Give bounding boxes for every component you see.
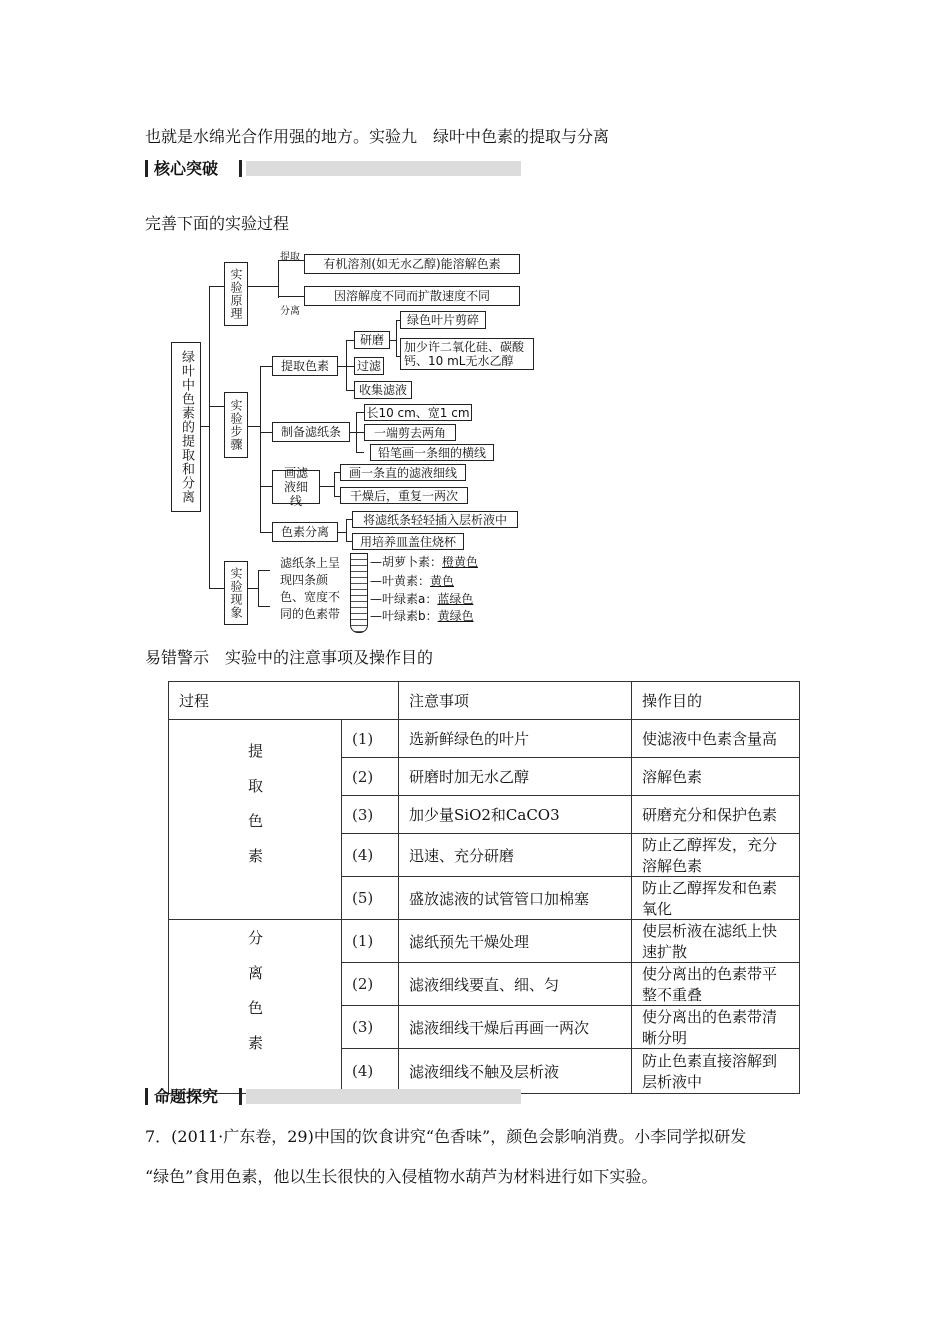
step-paper: 制备滤纸条 xyxy=(272,422,350,442)
notes-table xyxy=(168,681,800,1094)
result-description: 滤纸条上呈现四条颜色、宽度不同的色素带 xyxy=(280,556,341,621)
section-title: 命题探究 xyxy=(154,1087,219,1106)
grind-box: 研磨 xyxy=(354,331,390,349)
step-extract: 提取色素 xyxy=(272,356,338,376)
principle-1: 有机溶剂(如无水乙醇)能溶解色素 xyxy=(304,254,520,274)
paper-3: 铅笔画一条细的横线 xyxy=(370,444,494,461)
collect-box: 收集滤液 xyxy=(354,381,412,399)
paper-strip-icon xyxy=(350,553,368,633)
filter-box: 过滤 xyxy=(354,357,384,375)
question-line-1: 7．(2011·广东卷，29)中国的饮食讲究“色香味”，颜色会影响消费。小李同学拟研发 xyxy=(145,1127,747,1146)
table-row: 分离色素 (1) 滤纸预先干燥处理 使层析液在滤纸上快速扩散 xyxy=(169,920,800,963)
paper-1: 长10 cm、宽1 cm xyxy=(364,404,472,421)
table-row: (2) 研磨时加无水乙醇 溶解色素 xyxy=(169,758,800,796)
grind-1: 绿色叶片剪碎 xyxy=(400,311,486,329)
sep-1: 将滤纸条轻轻插入层析液中 xyxy=(352,511,518,528)
section-title: 核心突破 xyxy=(154,159,219,178)
section-header-question xyxy=(145,1087,521,1107)
intro-line: 也就是水绵光合作用强的地方。实验九 绿叶中色素的提取与分离 xyxy=(145,127,610,146)
grind-2: 加少许二氧化硅、碳酸钙、10 mL无水乙醇 xyxy=(400,338,534,370)
table-row: (3) 加少量SiO2和CaCO3 研磨充分和保护色素 xyxy=(169,796,800,834)
band-3: —叶绿素a：蓝绿色 xyxy=(370,592,474,606)
table-row: 提取色素 (1) 选新鲜绿色的叶片 使滤液中色素含量高 xyxy=(169,720,800,758)
table-row: (5) 盛放滤液的试管管口加棉塞 防止乙醇挥发和色素氧化 xyxy=(169,877,800,920)
principle-2: 因溶解度不同而扩散速度不同 xyxy=(304,286,520,306)
header-purpose: 操作目的 xyxy=(632,682,800,720)
header-process: 过程 xyxy=(169,682,399,720)
step-line: 画滤液细线 xyxy=(272,470,320,504)
separate-label: 分离 xyxy=(280,306,300,317)
table-row: (4) 滤液细线不触及层析液 防止色素直接溶解到层析液中 xyxy=(169,1049,800,1094)
sep-2: 用培养皿盖住烧杯 xyxy=(352,533,464,550)
experiment-flow-diagram xyxy=(160,246,540,641)
header-note: 注意事项 xyxy=(399,682,632,720)
diagram-caption: 完善下面的实验过程 xyxy=(145,214,290,233)
table-row: (3) 滤液细线干燥后再画一两次 使分离出的色素带清晰分明 xyxy=(169,1006,800,1049)
section-header-core xyxy=(145,159,521,179)
question-line-2: “绿色”食用色素，他以生长很快的入侵植物水葫芦为材料进行如下实验。 xyxy=(145,1167,658,1186)
group-separate: 分离色素 xyxy=(169,920,342,1094)
steps-box: 实验步骤 xyxy=(224,392,248,458)
principle-box: 实验原理 xyxy=(224,262,248,326)
step-separate: 色素分离 xyxy=(272,522,338,542)
table-row: (2) 滤液细线要直、细、匀 使分离出的色素带平整不重叠 xyxy=(169,963,800,1006)
table-header-row xyxy=(169,682,800,720)
group-extract: 提取色素 xyxy=(169,720,342,920)
band-4: —叶绿素b：黄绿色 xyxy=(370,609,474,623)
extract-label: 提取 xyxy=(280,252,300,263)
warning-line: 易错警示 实验中的注意事项及操作目的 xyxy=(145,648,434,667)
result-box: 实验现象 xyxy=(224,561,248,625)
line-1: 画一条直的滤液细线 xyxy=(340,464,466,481)
table-row: (4) 迅速、充分研磨 防止乙醇挥发，充分溶解色素 xyxy=(169,834,800,877)
band-1: —胡萝卜素：橙黄色 xyxy=(370,555,479,569)
line-2: 干燥后，重复一两次 xyxy=(340,487,468,504)
root-box: 绿叶中色素的提取和分离 xyxy=(171,342,201,512)
paper-2: 一端剪去两角 xyxy=(364,424,456,441)
band-2: —叶黄素：黄色 xyxy=(370,574,455,588)
